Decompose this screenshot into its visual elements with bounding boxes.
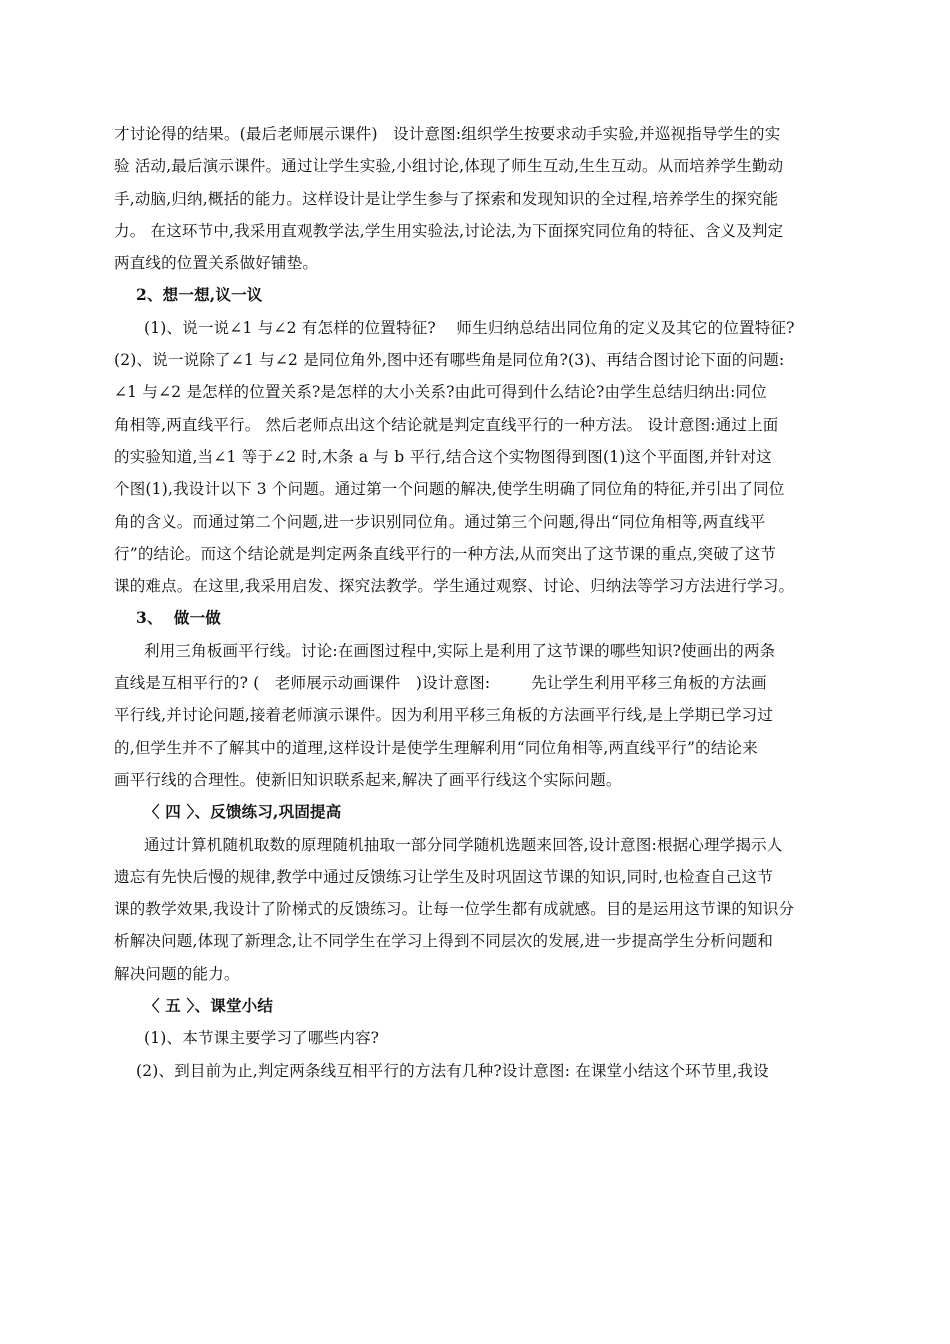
- paragraph-line: 的实验知道,当∠1 等于∠2 时,木条 a 与 b 平行,结合这个实物图得到图(1)这个平面图,并针对这: [114, 447, 772, 466]
- paragraph-line: 平行线,并讨论问题,接着老师演示课件。因为利用平移三角板的方法画平行线,是上学期已学习过: [114, 706, 774, 725]
- paragraph-line: 才讨论得的结果。(最后老师展示课件) 设计意图:组织学生按要求动手实验,并巡视指导学生的实: [114, 125, 781, 143]
- paragraph-line: 两直线的位置关系做好铺垫。: [114, 254, 319, 273]
- paragraph-line: 直线是互相平行的? ( 老师展示动画课件 )设计意图: 先让学生利用平移三角板的方法画: [114, 674, 767, 693]
- paragraph-line: 验 活动,最后演示课件。通过让学生实验,小组讨论,体现了师生互动,生生互动。从而培养学生勤动: [114, 157, 784, 176]
- paragraph-line: 课的难点。在这里,我采用启发、探究法教学。学生通过观察、讨论、归纳法等学习方法进行学习。: [114, 577, 795, 596]
- paragraph-line: 课的教学效果,我设计了阶梯式的反馈练习。让每一位学生都有成就感。目的是运用这节课的知识分: [114, 900, 795, 919]
- paragraph-line: (2)、到目前为止,判定两条线互相平行的方法有几种?设计意图: 在课堂小结这个环节里,我设: [136, 1061, 769, 1080]
- paragraph-line: 的,但学生并不了解其中的道理,这样设计是使学生理解利用“同位角相等,两直线平行”的结论来: [114, 738, 758, 757]
- section-heading: 〈 五 〉、课堂小结: [144, 996, 274, 1016]
- paragraph-line: 行”的结论。而这个结论就是判定两条直线平行的一种方法,从而突出了这节课的重点,突破了这节: [114, 544, 777, 563]
- section-heading: 2、想一想,议一议: [136, 285, 263, 305]
- paragraph-line: ∠1 与∠2 是怎样的位置关系?是怎样的大小关系?由此可得到什么结论?由学生总结归纳出:同位: [114, 383, 767, 402]
- paragraph-line: (2)、说一说除了∠1 与∠2 是同位角外,图中还有哪些角是同位角?(3)、再结合图讨论下面的问题:: [114, 351, 785, 370]
- paragraph-line: 解决问题的能力。: [114, 964, 240, 983]
- paragraph-line: 遗忘有先快后慢的规律,教学中通过反馈练习让学生及时巩固这节课的知识,同时,也检查自己这节: [114, 867, 774, 886]
- paragraph-line: 画平行线的合理性。使新旧知识联系起来,解决了画平行线这个实际问题。: [114, 770, 622, 789]
- paragraph-line: 通过计算机随机取数的原理随机抽取一部分同学随机选题来回答,设计意图:根据心理学揭示人: [144, 835, 783, 854]
- paragraph-line: 析解决问题,体现了新理念,让不同学生在学习上得到不同层次的发展,进一步提高学生分析问题和: [114, 932, 774, 951]
- paragraph-line: (1)、本节课主要学习了哪些内容?: [144, 1029, 380, 1048]
- paragraph-line: 力。 在这环节中,我采用直观教学法,学生用实验法,讨论法,为下面探究同位角的特征、含义及判定: [114, 221, 784, 240]
- paragraph-line: 角的含义。而通过第二个问题,进一步识别同位角。通过第三个问题,得出“同位角相等,两直线平: [114, 512, 766, 531]
- section-heading: 3、 做一做: [136, 608, 221, 628]
- paragraph-line: 个图(1),我设计以下 3 个问题。通过第一个问题的解决,使学生明确了同位角的特征,并引出了同位: [114, 480, 785, 499]
- paragraph-line: 手,动脑,归纳,概括的能力。这样设计是让学生参与了探索和发现知识的全过程,培养学生的探究能: [114, 189, 779, 208]
- paragraph-line: 角相等,两直线平行。 然后老师点出这个结论就是判定直线平行的一种方法。 设计意图:通过上面: [114, 415, 779, 434]
- paragraph-line: 利用三角板画平行线。讨论:在画图过程中,实际上是利用了这节课的哪些知识?使画出的两条: [144, 641, 776, 660]
- paragraph-line: (1)、说一说∠1 与∠2 有怎样的位置特征? 师生归纳总结出同位角的定义及其它的位置特征?: [144, 318, 795, 337]
- document-page: [114, 118, 850, 1087]
- section-heading: 〈 四 〉、反馈练习,巩固提高: [144, 802, 342, 822]
